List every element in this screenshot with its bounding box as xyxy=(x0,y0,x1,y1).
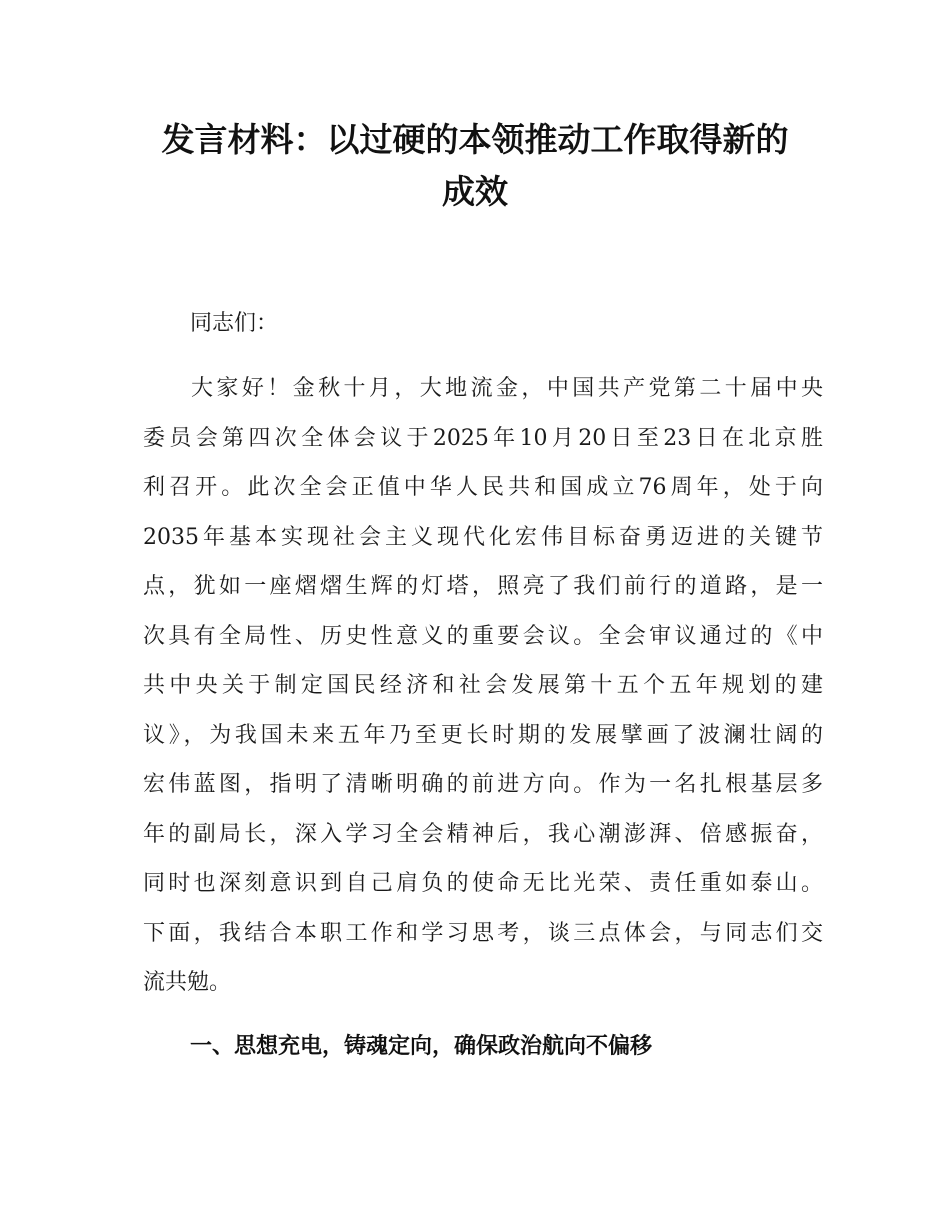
opening-paragraph xyxy=(143,370,823,1014)
paragraph-line: 2035年基本实现社会主义现代化宏伟目标奋勇迈进的关键节 xyxy=(143,524,823,550)
paragraph-line: 下面，我结合本职工作和学习思考，谈三点体会，与同志们交 xyxy=(143,920,823,946)
paragraph-line: 利召开。此次全会正值中华人民共和国成立76周年，处于向 xyxy=(143,475,823,500)
paragraph-line: 同时也深刻意识到自己肩负的使命无比光荣、责任重如泰山。 xyxy=(143,871,823,896)
paragraph-line: 议》，为我国未来五年乃至更长时期的发展擘画了波澜壮阔的 xyxy=(143,722,823,748)
paragraph-line: 委员会第四次全体会议于2025年10月20日至23日在北京胜 xyxy=(143,425,823,451)
paragraph-line: 宏伟蓝图，指明了清晰明确的前进方向。作为一名扎根基层多 xyxy=(143,772,823,797)
document-title xyxy=(120,114,830,218)
salutation: 同志们： xyxy=(190,311,279,336)
paragraph-line: 年的副局长，深入学习全会精神后，我心潮澎湃、倍感振奋， xyxy=(143,821,823,847)
section-heading: 一、思想充电，铸魂定向，确保政治航向不偏移 xyxy=(190,1034,653,1059)
title-line-1: 发言材料：以过硬的本领推动工作取得新的 xyxy=(161,120,789,159)
paragraph-line: 次具有全局性、历史性意义的重要会议。全会审议通过的《中 xyxy=(143,623,823,649)
paragraph-line: 流共勉。 xyxy=(143,970,232,995)
title-line-2: 成效 xyxy=(442,172,508,211)
paragraph-line: 共中央关于制定国民经济和社会发展第十五个五年规划的建 xyxy=(143,673,823,698)
paragraph-line: 点，犹如一座熠熠生辉的灯塔，照亮了我们前行的道路，是一 xyxy=(143,574,823,599)
paragraph-line: 大家好！金秋十月，大地流金，中国共产党第二十届中央 xyxy=(191,376,823,401)
